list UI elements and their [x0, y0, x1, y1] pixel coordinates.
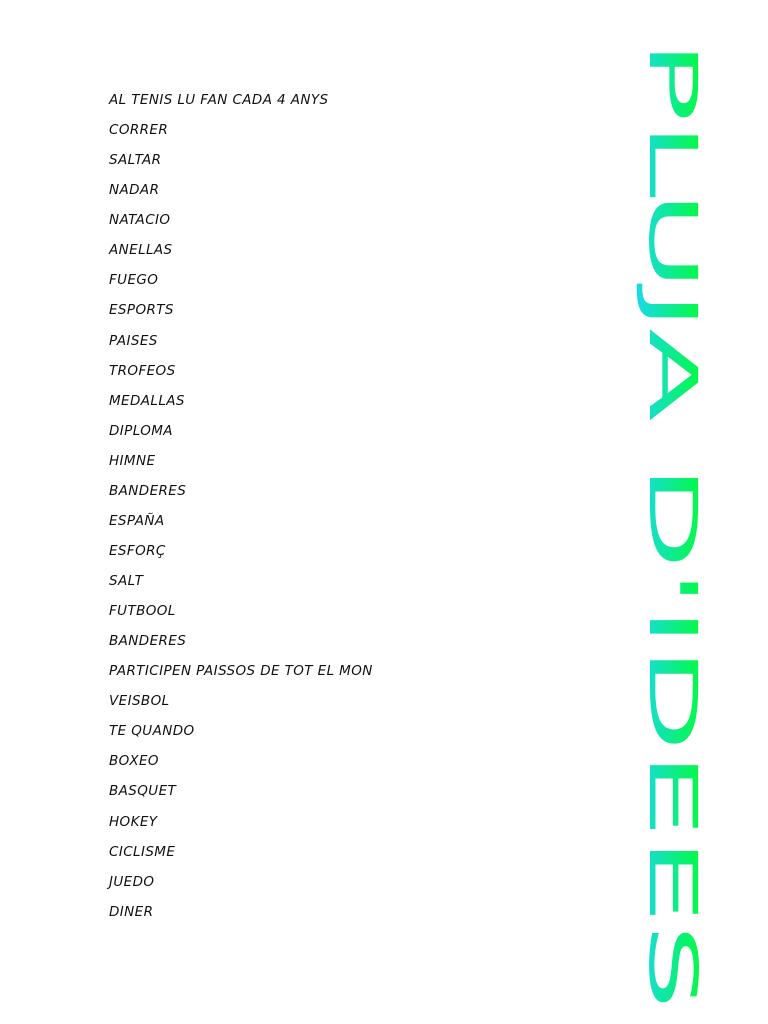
vertical-title-banner — [630, 40, 711, 1015]
list-item: MEDALLAS — [109, 392, 185, 409]
list-item: HIMNE — [109, 452, 156, 469]
list-item: ESPAÑA — [109, 512, 165, 529]
list-item: ANELLAS — [109, 242, 173, 259]
list-item: ESFORÇ — [109, 542, 166, 559]
list-item: SALTAR — [109, 152, 162, 169]
list-item: CICLISME — [109, 843, 176, 860]
banner-title: PLUJA D'IDEES — [634, 40, 711, 511]
list-item: PAISES — [109, 332, 158, 349]
list-item: JUEDO — [109, 873, 155, 890]
list-item: DIPLOMA — [109, 422, 173, 439]
list-item: DINER — [109, 903, 154, 920]
list-item: PARTICIPEN PAISSOS DE TOT EL MON — [109, 663, 373, 680]
list-item: TROFEOS — [109, 362, 176, 379]
list-item: FUTBOOL — [109, 603, 176, 620]
list-item: BANDERES — [109, 633, 187, 650]
list-item: HOKEY — [109, 813, 158, 830]
list-item: FUEGO — [109, 272, 159, 289]
list-item: SALT — [109, 573, 144, 589]
list-item: TE QUANDO — [109, 723, 195, 740]
list-item: NADAR — [109, 182, 160, 199]
word-list — [109, 85, 373, 927]
list-item: BANDERES — [109, 482, 187, 499]
list-item: NATACIO — [109, 212, 171, 229]
list-item: BASQUET — [109, 783, 177, 800]
list-item: CORRER — [109, 122, 169, 139]
list-item: ESPORTS — [109, 302, 174, 319]
list-item: AL TENIS LU FAN CADA 4 ANYS — [109, 92, 329, 108]
list-item: BOXEO — [109, 753, 159, 770]
list-item: VEISBOL — [109, 693, 170, 710]
